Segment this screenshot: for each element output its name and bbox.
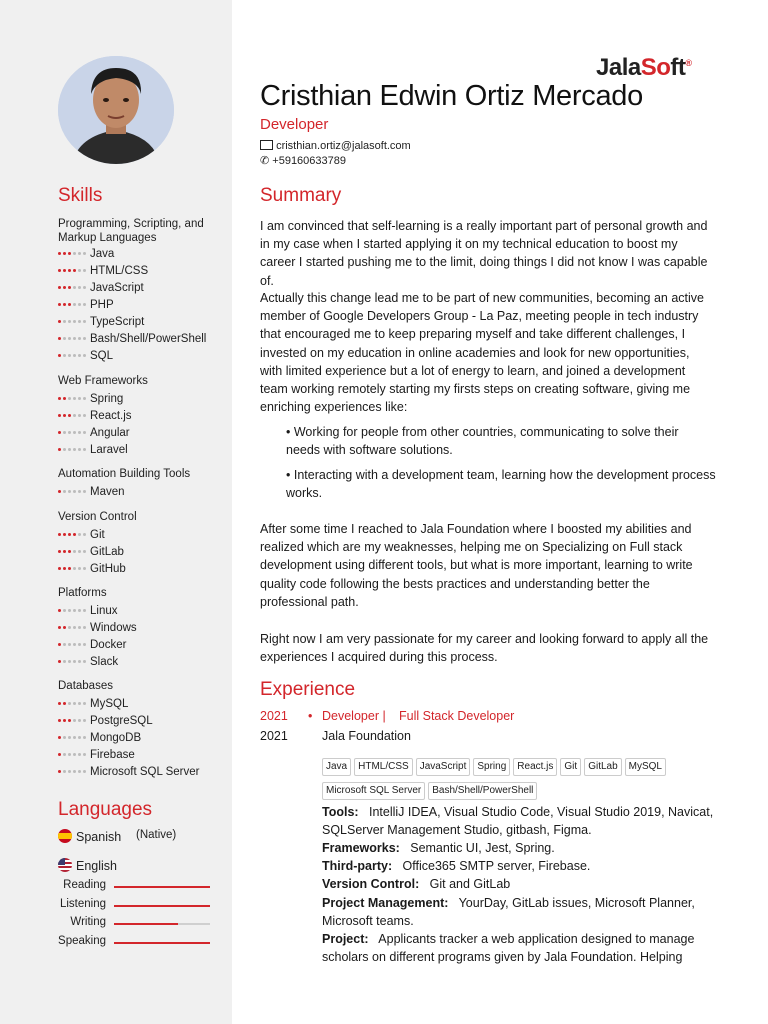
skill-level-dot — [63, 567, 66, 570]
experience-position: Developer | — [322, 709, 386, 723]
english-skill-bar — [114, 886, 210, 888]
skill-level-dot — [83, 286, 86, 289]
profile-photo — [58, 56, 174, 164]
experience-detail — [322, 875, 726, 893]
skill-level-dot — [68, 609, 71, 612]
skill-level-dot — [63, 719, 66, 722]
skill-level-dot — [63, 736, 66, 739]
summary-paragraph-3: After some time I reached to Jala Foundation where I boosted my abilities and realized which are my weaknesses, helping me on Specializing on Full stack development using different tools, but what is more important, learning to write quality code following the bests practices and understanding better the professional path. — [260, 522, 693, 609]
skill-level-dot — [78, 354, 81, 357]
skill-name: JavaScript — [90, 282, 144, 295]
skill-level-dot — [63, 550, 66, 553]
skill-item — [58, 332, 206, 346]
skill-level-dot — [58, 660, 61, 663]
skill-level-dot — [63, 448, 66, 451]
skill-level-dot — [58, 269, 61, 272]
skill-level-dot — [83, 626, 86, 629]
skill-level-dot — [68, 252, 71, 255]
skill-level-dot — [68, 533, 71, 536]
detail-label: Version Control: — [322, 877, 420, 891]
skill-level-dot — [83, 397, 86, 400]
skill-level-dot — [78, 660, 81, 663]
skill-level-dot — [73, 448, 76, 451]
experience-year-start: 2021 — [260, 709, 288, 723]
experience-detail — [322, 894, 726, 930]
skill-level-dot — [63, 660, 66, 663]
skill-level-dot — [63, 354, 66, 357]
skill-level-dot — [73, 431, 76, 434]
skill-level-dot — [63, 414, 66, 417]
skill-level-dot — [78, 719, 81, 722]
skill-level-dot — [63, 490, 66, 493]
languages-title: Languages — [58, 799, 153, 820]
skill-level-dots — [58, 621, 88, 635]
skill-name: Java — [90, 248, 115, 261]
english-skill-bar — [114, 923, 210, 925]
skill-level-dot — [68, 770, 71, 773]
skill-item — [58, 765, 200, 779]
skill-level-dot — [63, 770, 66, 773]
detail-label: Third-party: — [322, 859, 393, 873]
skill-level-dot — [73, 550, 76, 553]
skill-level-dot — [68, 567, 71, 570]
phone-icon: ✆ — [260, 155, 270, 167]
skill-level-dot — [83, 567, 86, 570]
skill-level-dot — [63, 286, 66, 289]
skill-level-dots — [58, 765, 88, 779]
skill-name: GitLab — [90, 546, 124, 559]
skill-level-dot — [83, 753, 86, 756]
skill-level-dot — [68, 736, 71, 739]
skill-item — [58, 655, 118, 669]
tech-tag: Bash/Shell/PowerShell — [428, 782, 537, 800]
skill-level-dot — [78, 431, 81, 434]
skill-name: PHP — [90, 299, 114, 312]
skill-level-dot — [73, 643, 76, 646]
spain-flag-icon — [58, 829, 72, 843]
skill-level-dot — [58, 354, 61, 357]
skill-level-dots — [58, 604, 88, 618]
skill-level-dot — [68, 643, 71, 646]
skill-level-dots — [58, 443, 88, 457]
english-skill-label: Listening — [59, 897, 106, 910]
skill-name: Slack — [90, 656, 119, 669]
skill-item — [58, 392, 123, 406]
skill-level-dot — [68, 354, 71, 357]
skill-item — [58, 426, 130, 440]
skill-level-dot — [78, 753, 81, 756]
skill-item — [58, 409, 132, 423]
skill-item — [58, 528, 105, 542]
english-skill-bar-fill — [114, 923, 178, 925]
tech-tag: Spring — [473, 758, 510, 776]
skill-level-dot — [58, 286, 61, 289]
skill-level-dots — [58, 655, 88, 669]
skill-item — [58, 621, 137, 635]
skill-item — [58, 562, 126, 576]
skill-level-dots — [58, 748, 88, 762]
english-skill-bar-fill — [114, 886, 210, 888]
skill-level-dot — [58, 533, 61, 536]
job-role: Developer — [260, 116, 329, 133]
english-skill-label: Reading — [63, 879, 106, 891]
detail-text: IntelliJ IDEA, Visual Studio Code, Visual Studio 2019, Navicat, SQLServer Management Studio, gitbash, Figma. — [322, 805, 714, 837]
english-skill-bar — [114, 905, 210, 907]
detail-text: Office365 SMTP server, Firebase. — [392, 859, 591, 873]
skill-level-dots — [58, 731, 88, 745]
skill-name: Linux — [90, 605, 118, 618]
skill-level-dot — [78, 414, 81, 417]
tech-tag: JavaScript — [416, 758, 471, 776]
skill-level-dot — [63, 303, 66, 306]
skill-level-dot — [73, 414, 76, 417]
skill-level-dots — [58, 697, 88, 711]
skill-level-dot — [58, 609, 61, 612]
skill-level-dot — [63, 533, 66, 536]
skill-item — [58, 731, 141, 745]
summary-bullet: • Working for people from other countries, communicating to solve their needs with software solutions. — [286, 425, 679, 458]
skill-level-dot — [83, 320, 86, 323]
skill-level-dot — [78, 702, 81, 705]
summary-paragraph-2: Actually this change lead me to be part of new communities, becoming an active member of Google Developers Group - La Paz, meeting people in tech industry that encouraged me to keep preparing myself and take different challenges, I invested on my education in online academies and look for new opportunities, with limited experience but a lot of energy to learn, and joined a development team working remotely starting my firsts steps on creating software, giving me enriching experiences like: — [260, 291, 704, 415]
skill-level-dot — [83, 550, 86, 553]
email-row — [260, 140, 411, 152]
phone-text: +59160633789 — [272, 155, 346, 167]
skill-level-dot — [63, 269, 66, 272]
skill-level-dot — [78, 320, 81, 323]
skill-name: Git — [90, 529, 105, 542]
skill-level-dot — [58, 303, 61, 306]
detail-text: Applicants tracker a web application designed to manage scholars on different programs given by Jala Foundation. Helping — [322, 932, 695, 964]
experience-detail — [322, 839, 726, 857]
skill-level-dot — [73, 753, 76, 756]
full-name: Cristhian Edwin Ortiz Mercado — [260, 80, 643, 112]
skill-level-dot — [58, 736, 61, 739]
skill-level-dot — [78, 269, 81, 272]
skill-name: MongoDB — [90, 732, 142, 745]
skill-item — [58, 281, 144, 295]
skill-level-dots — [58, 409, 88, 423]
skill-item — [58, 443, 128, 457]
detail-label: Tools: — [322, 805, 359, 819]
skill-level-dot — [68, 397, 71, 400]
detail-text: Semantic UI, Jest, Spring. — [399, 841, 555, 855]
skill-level-dot — [63, 626, 66, 629]
skill-level-dot — [83, 719, 86, 722]
skill-level-dot — [58, 643, 61, 646]
skill-level-dot — [78, 770, 81, 773]
skill-name: Windows — [90, 622, 137, 635]
experience-year-end: 2021 — [260, 729, 288, 743]
skill-level-dot — [63, 753, 66, 756]
english-skill-label: Writing — [70, 916, 106, 928]
language-note: (Native) — [136, 829, 177, 841]
tech-tag: MySQL — [625, 758, 666, 776]
avatar — [58, 56, 174, 164]
skill-name: Spring — [90, 393, 124, 406]
skill-level-dot — [68, 286, 71, 289]
skill-item — [58, 604, 118, 618]
experience-detail — [322, 930, 726, 966]
skill-level-dot — [58, 414, 61, 417]
skill-level-dot — [73, 660, 76, 663]
skill-level-dot — [58, 320, 61, 323]
skill-level-dot — [68, 320, 71, 323]
skill-level-dot — [83, 252, 86, 255]
skill-level-dot — [73, 626, 76, 629]
skill-name: GitHub — [90, 563, 126, 576]
skill-level-dot — [73, 269, 76, 272]
skill-level-dot — [58, 550, 61, 553]
english-skill-bar — [114, 942, 210, 944]
skill-level-dot — [73, 303, 76, 306]
skill-name: Laravel — [90, 444, 128, 457]
skill-level-dot — [78, 643, 81, 646]
skill-level-dots — [58, 392, 88, 406]
skill-level-dot — [78, 533, 81, 536]
skill-level-dot — [63, 702, 66, 705]
language-english — [58, 858, 117, 873]
skill-name: SQL — [90, 350, 114, 363]
skill-level-dot — [58, 753, 61, 756]
skill-level-dot — [63, 252, 66, 255]
skill-name: TypeScript — [90, 316, 145, 329]
skill-level-dot — [78, 448, 81, 451]
skill-level-dot — [83, 533, 86, 536]
skill-item — [58, 315, 144, 329]
skill-level-dot — [78, 609, 81, 612]
skill-level-dot — [73, 609, 76, 612]
skill-level-dot — [73, 286, 76, 289]
skill-item — [58, 697, 128, 711]
skill-name: HTML/CSS — [90, 265, 149, 278]
experience-title: Experience — [260, 679, 356, 700]
skill-level-dot — [68, 448, 71, 451]
skill-name: Maven — [90, 486, 125, 499]
english-skill-label: Speaking — [58, 934, 106, 947]
jalasoft-logo: JalaSoft® — [596, 54, 692, 81]
skill-level-dot — [63, 397, 66, 400]
experience-detail — [322, 803, 726, 839]
skill-item — [58, 714, 153, 728]
experience-bullet: • — [308, 709, 313, 723]
skill-level-dot — [78, 567, 81, 570]
skill-level-dot — [58, 702, 61, 705]
skill-level-dots — [58, 426, 88, 440]
skill-level-dot — [83, 269, 86, 272]
skill-level-dots — [58, 298, 88, 312]
detail-label: Project: — [322, 932, 369, 946]
skill-level-dots — [58, 281, 88, 295]
skill-level-dot — [68, 719, 71, 722]
skill-level-dots — [58, 315, 88, 329]
skill-level-dot — [73, 354, 76, 357]
skill-level-dot — [58, 337, 61, 340]
skill-level-dots — [58, 332, 88, 346]
tech-tag: Git — [560, 758, 581, 776]
skill-level-dot — [73, 490, 76, 493]
skill-level-dots — [58, 528, 88, 542]
skill-level-dot — [83, 431, 86, 434]
detail-label: Frameworks: — [322, 841, 400, 855]
english-skill-bar-fill — [114, 942, 210, 944]
skill-name: Bash/Shell/PowerShell — [90, 333, 207, 346]
english-skill-bar-fill — [114, 905, 210, 907]
skill-level-dot — [78, 303, 81, 306]
skill-level-dot — [83, 702, 86, 705]
skill-level-dot — [78, 626, 81, 629]
experience-position-title: Full Stack Developer — [399, 709, 515, 723]
skills-title: Skills — [58, 185, 103, 206]
skill-group-title: Automation Building Tools — [58, 468, 191, 480]
tech-tag: Microsoft SQL Server — [322, 782, 425, 800]
summary-bullet: • Interacting with a development team, learning how the development process works. — [286, 468, 716, 501]
skill-name: PostgreSQL — [90, 715, 153, 728]
skill-level-dot — [63, 320, 66, 323]
skill-level-dot — [58, 719, 61, 722]
skill-level-dot — [68, 337, 71, 340]
skill-level-dots — [58, 349, 88, 363]
skill-name: Microsoft SQL Server — [90, 766, 200, 779]
skill-group-title: Version Control — [58, 511, 137, 523]
skill-level-dot — [78, 490, 81, 493]
summary-paragraph-1: I am convinced that self-learning is a really important part of personal growth and in my case when I started applying it on my technical education to boost my career I started pushing me to the limit, doing things I did not know I was capable of. — [260, 219, 708, 288]
detail-text: Git and GitLab — [419, 877, 511, 891]
language-name: English — [76, 859, 117, 873]
skill-level-dot — [68, 753, 71, 756]
skill-level-dot — [68, 660, 71, 663]
language-name: Spanish — [76, 830, 122, 844]
skill-item — [58, 545, 124, 559]
skill-level-dot — [73, 719, 76, 722]
skill-level-dot — [83, 414, 86, 417]
skill-group-title: Platforms — [58, 587, 107, 599]
skill-level-dot — [73, 320, 76, 323]
skill-level-dots — [58, 714, 88, 728]
skill-item — [58, 638, 126, 652]
skill-level-dot — [78, 397, 81, 400]
skill-level-dots — [58, 562, 88, 576]
skill-level-dot — [83, 448, 86, 451]
skill-item — [58, 298, 114, 312]
skill-level-dot — [68, 490, 71, 493]
skill-level-dot — [73, 252, 76, 255]
skill-group-title: Web Frameworks — [58, 375, 148, 387]
skill-level-dot — [83, 643, 86, 646]
skill-level-dot — [78, 736, 81, 739]
skill-level-dot — [63, 431, 66, 434]
skill-level-dots — [58, 247, 88, 261]
skill-level-dots — [58, 264, 88, 278]
skill-level-dot — [68, 414, 71, 417]
skill-name: Angular — [90, 427, 130, 440]
skill-level-dot — [73, 702, 76, 705]
skill-level-dot — [63, 609, 66, 612]
skill-level-dot — [68, 626, 71, 629]
skill-level-dot — [73, 337, 76, 340]
summary-paragraph-4: Right now I am very passionate for my career and looking forward to apply all the experiences I acquired during this process. — [260, 632, 709, 665]
us-flag-icon — [58, 858, 72, 872]
skill-item — [58, 485, 125, 499]
skill-level-dot — [78, 550, 81, 553]
skill-level-dot — [63, 337, 66, 340]
skill-item — [58, 264, 148, 278]
skill-item — [58, 349, 113, 363]
tech-tags — [322, 756, 722, 804]
skill-level-dot — [78, 337, 81, 340]
language-spanish — [58, 829, 121, 844]
experience-company: Jala Foundation — [322, 729, 411, 743]
tech-tag: Java — [322, 758, 351, 776]
skill-level-dot — [58, 567, 61, 570]
skill-level-dots — [58, 638, 88, 652]
skill-level-dot — [68, 702, 71, 705]
phone-row — [260, 154, 346, 167]
skill-level-dot — [78, 286, 81, 289]
skill-level-dot — [73, 397, 76, 400]
skill-level-dot — [78, 252, 81, 255]
skill-level-dots — [58, 545, 88, 559]
skill-level-dot — [68, 550, 71, 553]
skill-level-dot — [73, 736, 76, 739]
skill-level-dot — [68, 431, 71, 434]
skill-group-title: Programming, Scripting, and Markup Languages — [58, 218, 204, 244]
skill-level-dot — [73, 567, 76, 570]
skill-level-dot — [58, 431, 61, 434]
tech-tag: HTML/CSS — [354, 758, 413, 776]
skill-name: React.js — [90, 410, 132, 423]
skill-level-dot — [83, 609, 86, 612]
detail-label: Project Management: — [322, 896, 449, 910]
skill-level-dot — [83, 770, 86, 773]
skill-level-dot — [58, 448, 61, 451]
skill-level-dot — [68, 269, 71, 272]
tech-tag: React.js — [513, 758, 557, 776]
skill-level-dot — [58, 397, 61, 400]
skill-item — [58, 748, 135, 762]
skill-item — [58, 247, 114, 261]
skill-level-dot — [58, 770, 61, 773]
email-text: cristhian.ortiz@jalasoft.com — [276, 140, 411, 152]
skill-level-dot — [73, 533, 76, 536]
skill-level-dot — [83, 490, 86, 493]
skill-level-dot — [83, 354, 86, 357]
skill-level-dot — [83, 660, 86, 663]
skill-level-dot — [58, 490, 61, 493]
skill-level-dot — [83, 337, 86, 340]
skill-name: Docker — [90, 639, 127, 652]
skill-level-dot — [58, 626, 61, 629]
skill-group-title: Databases — [58, 680, 113, 692]
skill-level-dot — [58, 252, 61, 255]
skill-level-dot — [83, 736, 86, 739]
skill-name: MySQL — [90, 698, 129, 711]
skill-level-dot — [63, 643, 66, 646]
tech-tag: GitLab — [584, 758, 621, 776]
experience-detail — [322, 857, 726, 875]
summary-title: Summary — [260, 185, 342, 206]
skill-level-dot — [83, 303, 86, 306]
skill-level-dots — [58, 485, 88, 499]
detail-text: YourDay, GitLab issues, Microsoft Planner, Microsoft teams. — [322, 896, 695, 928]
mail-icon — [260, 140, 273, 150]
skill-level-dot — [73, 770, 76, 773]
skill-level-dot — [68, 303, 71, 306]
skill-name: Firebase — [90, 749, 135, 762]
